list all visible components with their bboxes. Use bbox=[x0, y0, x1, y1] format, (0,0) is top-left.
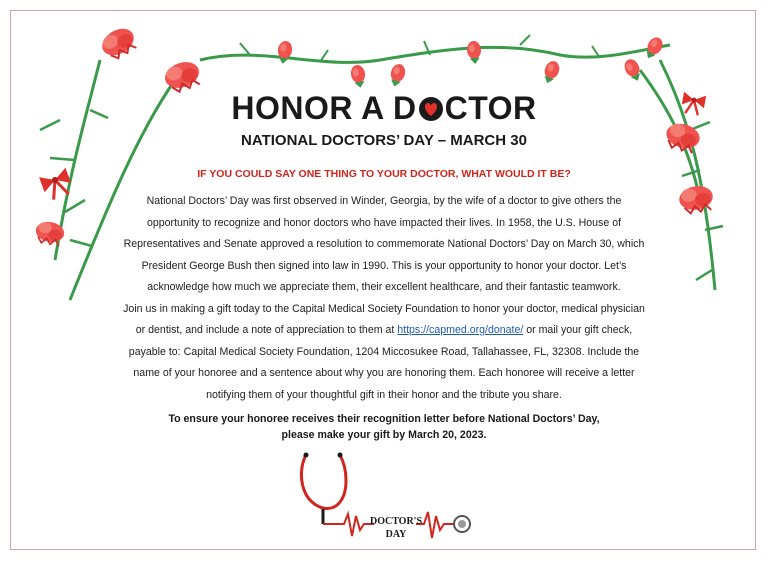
page-subtitle: NATIONAL DOCTORS’ DAY – MARCH 30 bbox=[241, 132, 527, 149]
question-heading: IF YOU COULD SAY ONE THING TO YOUR DOCTOR, WHAT WOULD IT BE? bbox=[197, 168, 571, 180]
paragraph-history: National Doctors’ Day was first observed in Winder, Georgia, by the wife of a doctor to give others the opportunity to recognize and honor doctors who have impacted their lives. In 1958, the U.S. House of Representatives and Senate approved a resolution to commemorate National Doctors’ Day on March 30, which President George Bush then signed into law in 1990. This is your opportunity to honor your doctor. Let’s acknowledge how much we appreciate them, their excellent healthcare, and their fantastic teamwork. bbox=[123, 195, 645, 293]
logo-line-1: DOCTOR'S bbox=[369, 516, 423, 527]
deadline-line-2: please make your gift by March 20, 2023. bbox=[281, 429, 487, 441]
heart-icon bbox=[418, 96, 444, 122]
logo-line-2: DAY bbox=[385, 529, 407, 540]
paragraph-donation: Join us in making a gift today to the Capital Medical Society Foundation to honor your doctor, medical physician or dentist, and include a note of appreciation to them at https://capmed.org/donate/ or mail your gift check, payable to: Capital Medical Society Foundation, 1204 Miccosukee Road, Tallahassee, FL, 32308. Include the name of your honoree and a sentence about why you are honoring them. Each honoree will receive a letter notifying them of your thoughtful gift in their honor and the tribute you share. bbox=[123, 302, 645, 401]
body-text bbox=[120, 191, 648, 406]
doctors-day-logo bbox=[296, 450, 476, 550]
page-title: HONOR A D CTOR bbox=[231, 90, 537, 126]
deadline-notice bbox=[0, 411, 768, 443]
donate-link[interactable]: https://capmed.org/donate/ bbox=[397, 324, 524, 336]
deadline-line-1: To ensure your honoree receives their recognition letter before National Doctors’ Day, bbox=[168, 413, 600, 425]
stethoscope-icon bbox=[301, 455, 346, 508]
